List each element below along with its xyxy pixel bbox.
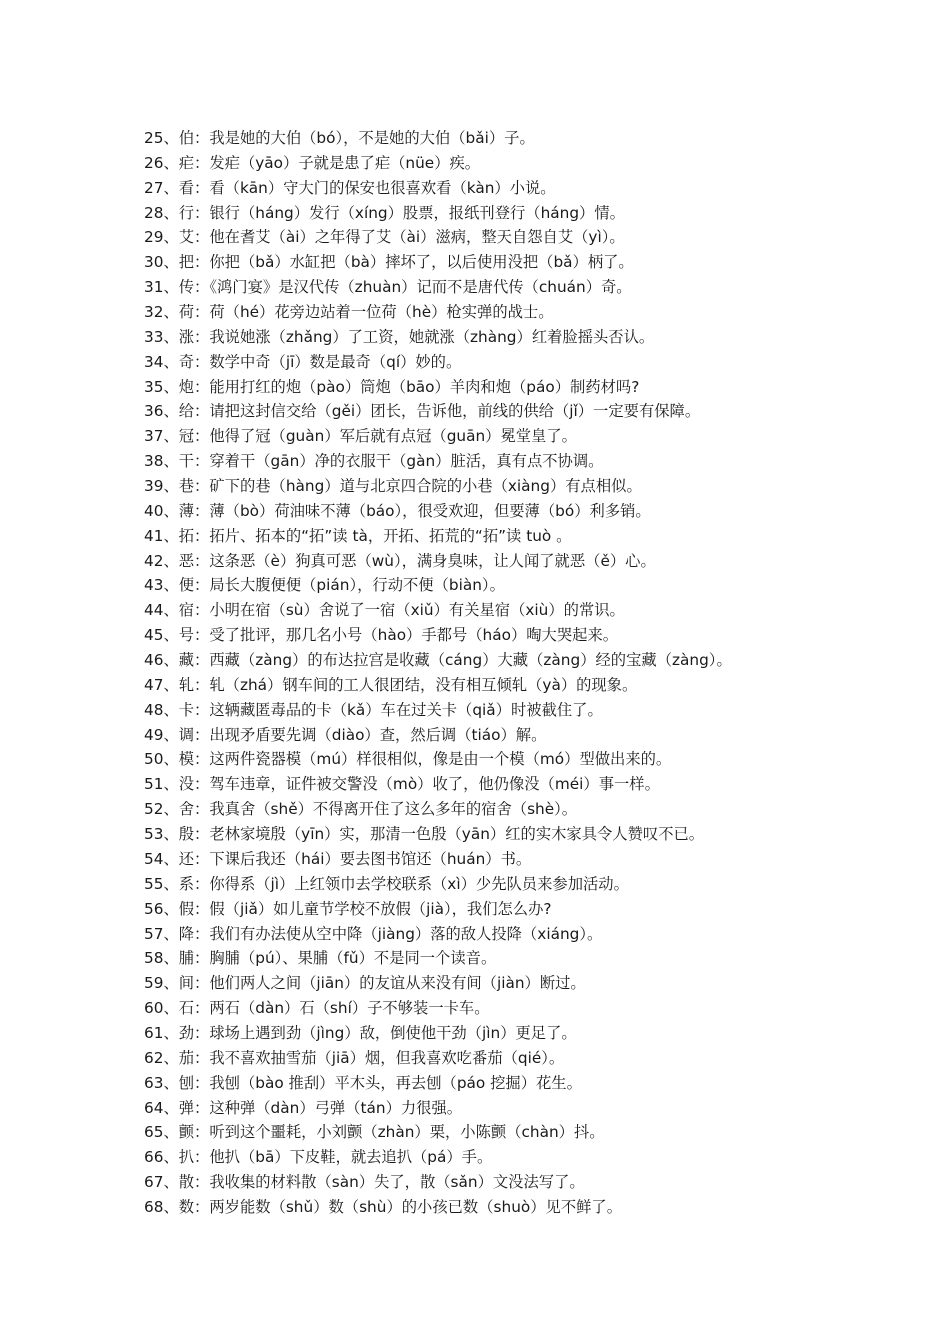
list-item: 27、看：看（kān）守大门的保安也很喜欢看（kàn）小说。 [144,178,556,197]
list-item: 51、没：驾车违章，证件被交警没（mò）收了，他仍像没（méi）事一样。 [144,775,660,794]
list-item: 43、便：局长大腹便便（pián），行动不便（biàn）。 [144,576,505,595]
list-item: 41、拓：拓片、拓本的“拓”读 tà，开拓、拓荒的“拓”读 tuò 。 [144,526,572,545]
list-item: 40、薄：薄（bò）荷油味不薄（báo），很受欢迎，但要薄（bó）利多销。 [144,501,651,520]
list-item: 35、炮：能用打红的炮（pào）筒炮（bāo）羊肉和炮（páo）制药材吗? [144,377,640,396]
list-item: 45、号：受了批评，那几名小号（hào）手都号（háo）啕大哭起来。 [144,626,619,645]
list-item: 37、冠：他得了冠（guàn）军后就有点冠（guān）冕堂皇了。 [144,427,577,446]
list-item: 65、颤：听到这个噩耗，小刘颤（zhàn）栗，小陈颤（chàn）抖。 [144,1123,605,1142]
list-item: 63、刨：我刨（bào 推刮）平木头，再去刨（páo 挖掘）花生。 [144,1073,582,1092]
list-item: 38、干：穿着干（gān）净的衣服干（gàn）脏活，真有点不协调。 [144,452,604,471]
list-item: 66、扒：他扒（bā）下皮鞋，就去追扒（pá）手。 [144,1148,493,1167]
list-item: 68、数：两岁能数（shǔ）数（shù）的小孩已数（shuò）见不鲜了。 [144,1197,623,1216]
list-item: 25、伯：我是她的大伯（bó），不是她的大伯（bǎi）子。 [144,129,535,147]
list-item: 56、假：假（jiǎ）如儿童节学校不放假（jià），我们怎么办? [144,899,552,918]
list-item: 28、行：银行（háng）发行（xíng）股票，报纸刊登行（háng）情。 [144,203,625,222]
list-item: 60、石：两石（dàn）石（shí）子不够装一卡车。 [144,999,490,1018]
list-item: 46、藏：西藏（zàng）的布达拉宫是收藏（cáng）大藏（zàng）经的宝藏（zàng）。 [144,651,732,670]
list-item: 34、奇：数学中奇（jī）数是最奇（qí）妙的。 [144,352,462,371]
list-item: 30、把：你把（bǎ）水缸把（bà）摔坏了，以后使用没把（bǎ）柄了。 [144,253,634,272]
list-item: 50、模：这两件瓷器模（mú）样很相似，像是由一个模（mó）型做出来的。 [144,750,672,769]
list-item: 33、涨：我说她涨（zhǎng）了工资，她就涨（zhàng）红着脸摇头否认。 [144,327,655,346]
list-item: 64、弹：这种弹（dàn）弓弹（tán）力很强。 [144,1098,463,1117]
list-item: 49、调：出现矛盾要先调（diào）查，然后调（tiáo）解。 [144,725,547,744]
list-item: 61、劲：球场上遇到劲（jìng）敌，倒使他干劲（jìn）更足了。 [144,1023,577,1042]
list-item: 53、殷：老林家境殷（yīn）实，那清一色殷（yān）红的实木家具令人赞叹不已。 [144,825,705,844]
list-item: 32、荷：荷（hé）花旁边站着一位荷（hè）枪实弹的战士。 [144,303,554,322]
list-item: 55、系：你得系（jì）上红领巾去学校联系（xì）少先队员来参加活动。 [144,874,629,893]
list-item: 39、巷：矿下的巷（hàng）道与北京四合院的小巷（xiàng）有点相似。 [144,477,642,496]
list-item: 54、还：下课后我还（hái）要去图书馆还（huán）书。 [144,849,532,868]
list-item: 52、舍：我真舍（shě）不得离开住了这么多年的宿舍（shè）。 [144,800,578,819]
list-item: 29、艾：他在耆艾（ài）之年得了艾（ài）滋病，整天自怨自艾（yì）。 [144,228,625,247]
list-item: 67、散：我收集的材料散（sàn）失了，散（sǎn）文没法写了。 [144,1173,585,1192]
list-item: 59、间：他们两人之间（jiān）的友谊从来没有间（jiàn）断过。 [144,974,586,993]
list-item: 36、给：请把这封信交给（gěi）团长，告诉他，前线的供给（jǐ）一定要有保障。 [144,402,701,421]
list-item: 42、恶：这条恶（è）狗真可恶（wù），满身臭味，让人闻了就恶（ě）心。 [144,551,656,570]
list-item: 31、传：《鸿门宴》是汉代传（zhuàn）记而不是唐代传（chuán）奇。 [144,278,632,297]
list-item: 57、降：我们有办法使从空中降（jiàng）落的敌人投降（xiáng）。 [144,924,603,943]
list-item: 44、宿：小明在宿（sù）舍说了一宿（xiǔ）有关星宿（xiù）的常识。 [144,601,625,620]
polyphonic-character-list [144,126,944,1220]
list-item: 26、疟：发疟（yāo）子就是患了疟（nüe）疾。 [144,153,481,172]
list-item: 58、脯：胸脯（pú）、果脯（fǔ）不是同一个读音。 [144,949,497,968]
list-item: 62、茄：我不喜欢抽雪茄（jiā）烟，但我喜欢吃番茄（qié）。 [144,1048,565,1067]
list-item: 48、卡：这辆藏匿毒品的卡（kǎ）车在过关卡（qiǎ）时被截住了。 [144,700,603,719]
list-item: 47、轧：轧（zhá）钢车间的工人很团结，没有相互倾轧（yà）的现象。 [144,675,638,694]
